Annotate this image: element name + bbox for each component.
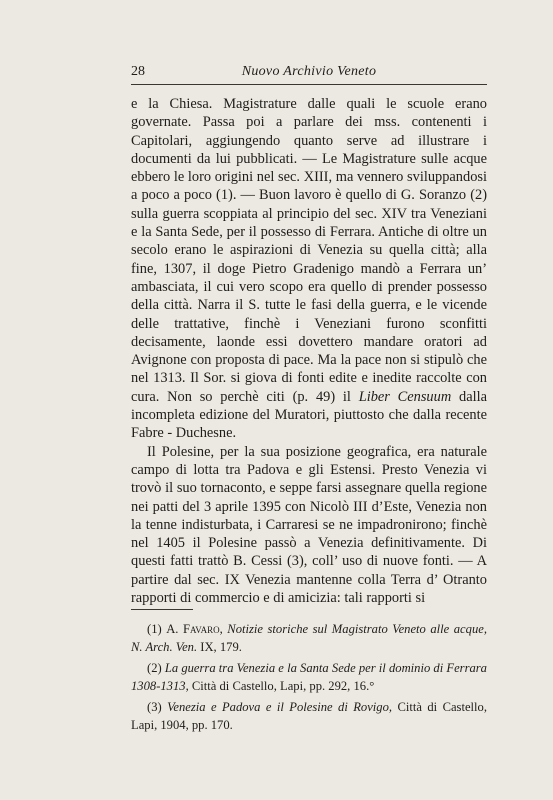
footnote-text: Città di Castello, Lapi, pp. 292, 16.° — [188, 678, 375, 693]
footnote-title: La guerra tra Venezia e la Santa Sede per il dominio di Ferrara 1308-1313, — [131, 661, 487, 693]
paragraph — [131, 95, 487, 443]
text-run: dalla incompleta edizione del Muratori, piuttosto che dalla recente Fabre - Duchesne. — [131, 388, 487, 442]
footnote-title: Venezia e Padova e il Polesine di Rovigo, — [167, 700, 393, 714]
footnote-author: A. Favaro, — [166, 622, 223, 636]
footnotes — [131, 621, 487, 738]
footnote-number: (1) — [147, 622, 167, 636]
footnote-number: (2) — [147, 661, 165, 675]
footnote-title: Notizie storiche sul Magistrato Veneto alle acque, N. Arch. Ven. — [131, 622, 487, 654]
page-header — [131, 64, 487, 84]
header-rule — [131, 84, 487, 85]
footnote-number: (3) — [147, 700, 168, 714]
paragraph: Il Polesine, per la sua posizione geografica, era naturale campo di lotta tra Padova e gli Estensi. Presto Venezia vi trovò il suo tornaconto, e seppe farsi assegnare quella regione nei patti del 3 aprile 1395 con Nicolò III d’Este, Venezia non la tenne indisturbata, i Carraresi se ne impadronirono; finchè nel 1405 il Polesine passò a Venezia definitivamente. Di questi fatti trattò B. Cessi (3), coll’ uso di nuove fonti. — A partire dal sec. IX Venezia mantenne colla Terra d’ Otranto rapporti di commercio e di amicizia: tali rapporti si — [131, 443, 487, 607]
text-run: e la Chiesa. Magistrature dalle quali le scuole erano governate. Passa poi a parlare dei mss. contenenti i Capitolari, aggiungendo quanto serve ad illustrare i documenti da lui pubblicati. — Le Magistrature sulle acque ebbero le loro origini nel sec. XIII, ma vennero sviluppandosi a poco a poco (1). — Buon lavoro è quello di G. Soranzo (2) sulla guerra scoppiata al principio del sec. XIV tra Veneziani e la Santa Sede, per il possesso di Ferrara. Antiche di oltre un secolo erano le aspirazioni di Venezia su quella città; alla fine, 1307, il doge Pietro Gradenigo mandò a Ferrara un’ ambasciata, il cui vero scopo era quello di prender possesso della città. Narra il S. tutte le fasi della guerra, e le vicende delle trattative, finchè i Veneziani furono sconfitti decisamente, laonde essi dovettero mandare oratori ad Avignone con proposta di pace. Ma la pace non si stipulò che nel 1313. Il Sor. si giova di fonti edite e inedite raccolte con cura. Non so perchè citi (p. 49) il — [131, 96, 487, 405]
italic-title: Liber Censuum — [358, 388, 452, 405]
footnote-2 — [131, 660, 487, 695]
footnote-text: IX, 179. — [197, 639, 242, 654]
footnote-text: Città di Castello, Lapi, 1904, pp. 170. — [131, 700, 487, 732]
page-number: 28 — [131, 64, 145, 79]
footnote-1 — [131, 621, 487, 656]
footnote-separator — [131, 609, 193, 610]
body-text — [131, 95, 487, 607]
footnote-3 — [131, 699, 487, 734]
running-title: Nuovo Archivio Veneto — [241, 64, 377, 79]
